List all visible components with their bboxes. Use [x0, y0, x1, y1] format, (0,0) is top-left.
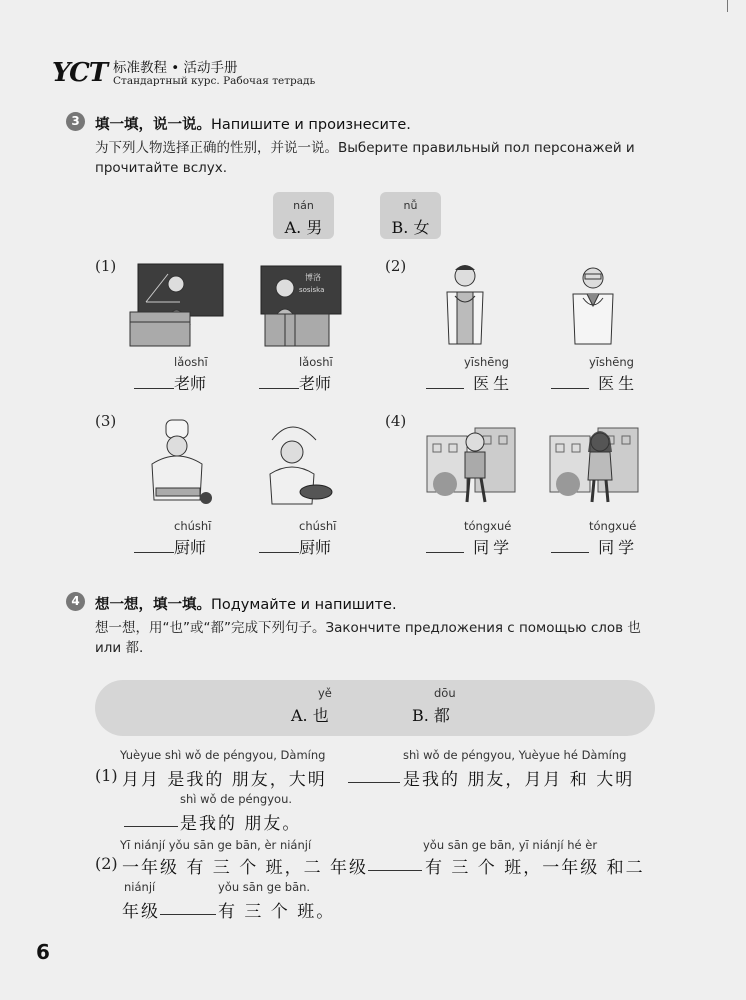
- answer-line: [134, 535, 206, 558]
- answer-word: 医生: [598, 374, 639, 393]
- section-4-title: [95, 593, 397, 614]
- answer-line: [426, 371, 513, 394]
- page-number: 6: [36, 940, 50, 964]
- male-teacher-illustration: [128, 262, 228, 348]
- sentence-number: (2): [95, 854, 118, 873]
- option-b-female: [380, 192, 441, 239]
- answer-blank[interactable]: [426, 538, 464, 553]
- question-number: (2): [385, 257, 407, 275]
- answer-word: 同学: [473, 538, 514, 557]
- yct-logo: YCT: [52, 58, 108, 88]
- option-pinyin: dōu: [434, 686, 456, 700]
- answer-line: [259, 371, 331, 394]
- option-a-male: [273, 192, 334, 239]
- answer-word: 厨师: [174, 538, 207, 557]
- answer-line: [551, 371, 638, 394]
- sentence-text: 月月 是我的 朋友，大明: [122, 770, 327, 790]
- sentence-text: 一年级 有 三 个 班，二 年级: [122, 858, 369, 878]
- option-pinyin: nǚ: [403, 199, 418, 212]
- female-doctor-illustration: [435, 262, 495, 348]
- answer-blank[interactable]: [551, 374, 589, 389]
- sentence-pinyin: shì wǒ de péngyou.: [180, 792, 293, 806]
- answer-line: [134, 371, 206, 394]
- section-4-number: 4: [66, 592, 85, 611]
- sentence-text: 有 三 个 班，一年级 和二: [425, 858, 645, 878]
- page-corner-mark: [727, 0, 728, 12]
- section-4-title-ru: Подумайте и напишите.: [211, 597, 397, 613]
- sentence-pinyin: yǒu sān ge bān, yī niánjí hé èr: [423, 838, 598, 852]
- word-pinyin: chúshī: [174, 519, 212, 533]
- option-pinyin: yě: [318, 686, 332, 700]
- answer-word: 同学: [598, 538, 639, 557]
- word-pinyin: tóngxué: [464, 519, 512, 533]
- sentence-pinyin: Yuèyue shì wǒ de péngyou, Dàmíng: [120, 748, 326, 762]
- option-pinyin: nán: [293, 199, 314, 212]
- girl-student-illustration: [548, 422, 643, 508]
- option-label: B. 女: [391, 218, 430, 237]
- answer-word: 老师: [174, 374, 207, 393]
- option-label: B. 都: [412, 706, 450, 725]
- answer-line: [426, 535, 513, 558]
- male-doctor-illustration: [563, 262, 623, 348]
- word-pinyin: lǎoshī: [174, 355, 208, 369]
- section-3-title: [95, 113, 411, 134]
- header-title-ru: Стандартный курс. Рабочая тетрадь: [113, 75, 316, 87]
- answer-blank[interactable]: [134, 538, 174, 553]
- female-chef-illustration: [262, 418, 342, 508]
- answer-blank[interactable]: [259, 538, 299, 553]
- sentence-text: 有 三 个 班。: [218, 902, 336, 922]
- answer-line: [259, 535, 331, 558]
- sentence-pinyin: niánjí: [124, 880, 156, 894]
- board-text: 博洛: [305, 273, 321, 282]
- section-4-instruction: 想一想，用“也”或“都”完成下列句子。Закончите предложения с помощью слов 也 или 都.: [95, 620, 641, 656]
- answer-blank[interactable]: [551, 538, 589, 553]
- answer-blank[interactable]: [426, 374, 464, 389]
- answer-line: [551, 535, 638, 558]
- option-label: A. 也: [291, 706, 329, 725]
- section-3-title-ru: Напишите и произнесите.: [211, 117, 411, 133]
- section-3-instruction: 为下列人物选择正确的性别，并说一说。Выберите правильный пол персонажей и прочитайте вслух.: [95, 140, 635, 176]
- question-number: (3): [95, 412, 117, 430]
- sentence-pinyin: Yī niánjí yǒu sān ge bān, èr niánjí: [120, 838, 312, 852]
- word-options-cloud: [95, 680, 655, 736]
- word-pinyin: lǎoshī: [299, 355, 333, 369]
- sentence-blank[interactable]: [160, 914, 216, 915]
- male-chef-illustration: [138, 418, 218, 508]
- sentence-pinyin: shì wǒ de péngyou, Yuèyue hé Dàmíng: [403, 748, 627, 762]
- question-number: (4): [385, 412, 407, 430]
- answer-word: 医生: [473, 374, 514, 393]
- section-3-title-cn: 填一填，说一说。: [95, 117, 211, 133]
- word-pinyin: yīshēng: [464, 355, 509, 369]
- word-pinyin: tóngxué: [589, 519, 637, 533]
- header-title-cn: 标准教程 • 活动手册: [113, 60, 238, 76]
- sentence-text: 是我的 朋友。: [180, 814, 302, 834]
- word-pinyin: chúshī: [299, 519, 337, 533]
- boy-student-illustration: [425, 422, 520, 508]
- answer-blank[interactable]: [259, 374, 299, 389]
- answer-blank[interactable]: [134, 374, 174, 389]
- sentence-text: 年级: [122, 902, 160, 922]
- female-teacher-illustration: [255, 262, 355, 348]
- sentence-pinyin: yǒu sān ge bān.: [218, 880, 311, 894]
- option-label: A. 男: [284, 218, 323, 237]
- answer-word: 老师: [299, 374, 332, 393]
- section-3-number: 3: [66, 112, 85, 131]
- sentence-blank[interactable]: [124, 826, 178, 827]
- sentence-blank[interactable]: [348, 782, 400, 783]
- section-4-title-cn: 想一想，填一填。: [95, 597, 211, 613]
- answer-word: 厨师: [299, 538, 332, 557]
- board-text: sosiska: [299, 286, 325, 294]
- word-pinyin: yīshēng: [589, 355, 634, 369]
- sentence-blank[interactable]: [368, 870, 422, 871]
- sentence-text: 是我的 朋友，月月 和 大明: [403, 770, 635, 790]
- question-number: (1): [95, 257, 117, 275]
- sentence-number: (1): [95, 766, 118, 785]
